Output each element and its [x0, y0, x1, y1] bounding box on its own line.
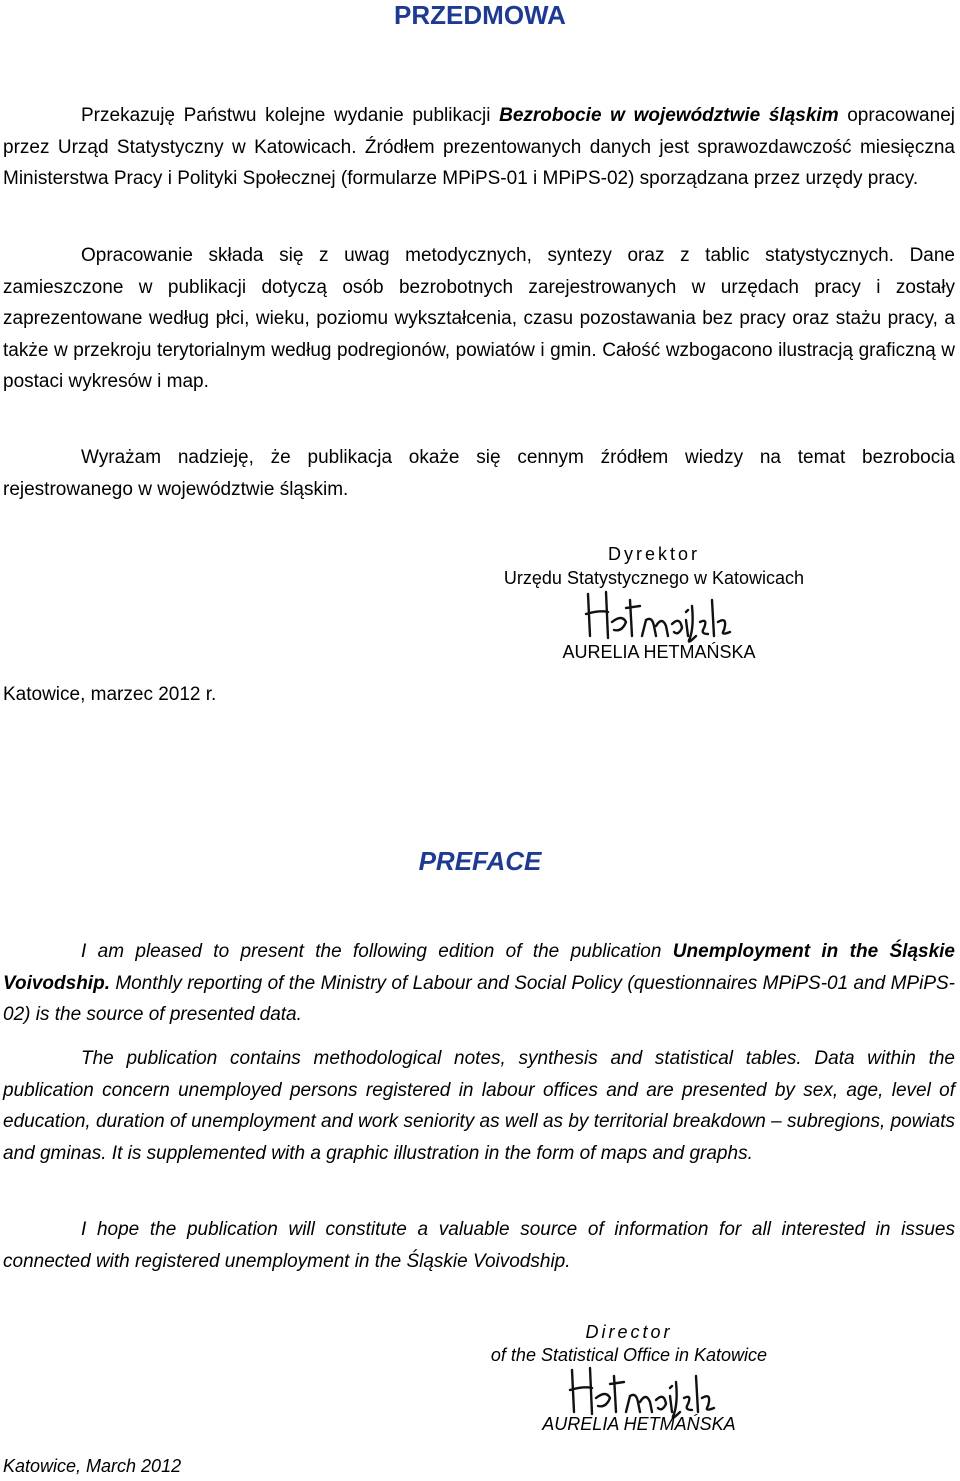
paragraph-pl-1-end: opracowanej przez Urząd Statystyczny w Katowicach. Źródłem prezentowanych danych jest sprawozdawczość miesięczna Ministerstwa Pracy i Polityki Społecznej (formularze MPiPS-01 i MPiPS-02) sporządzana przez urzędy pracy. [3, 105, 955, 189]
signature-title-pl: Dyrektor [607, 544, 700, 564]
page-title-polish: PRZEDMOWA [394, 0, 566, 30]
signature-name-en: AURELIA HETMAŃSKA [542, 1414, 736, 1434]
handwritten-signature-pl [582, 586, 732, 648]
paragraph-pl-3: Wyrażam nadzieję, że publikacja okaże się cennym źródłem wiedzy na temat bezrobocia rejestrowanego w województwie śląskim. [3, 447, 955, 500]
paragraph-en-3: I hope the publication will constitute a valuable source of information for all interested in issues connected with registered unemployment in the Śląskie Voivodship. [3, 1219, 955, 1272]
signature-name-pl: AURELIA HETMAŃSKA [562, 642, 756, 662]
paragraph-pl-1-start: Przekazuję Państwu kolejne wydanie publikacji [81, 105, 500, 126]
paragraph-pl-2: Opracowanie składa się z uwag metodycznych, syntezy oraz z tablic statystycznych. Dane zamieszczone w publikacji dotyczą osób bezrobotnych zarejestrowanych w urzędach pracy i zostały zaprezentowane według płci, wieku, poziomu wykształcenia, czasu pozostawania bez pracy oraz stażu pracy, a także w przekroju terytorialnym według podregionów, powiatów i gmin. Całość wzbogacono ilustracją graficzną w postaci wykresów i map. [3, 245, 955, 392]
paragraph-en-1-start: I am pleased to present the following edition of the publication [81, 941, 673, 962]
paragraph-pl-1 [3, 100, 955, 195]
publication-title-en: Unemployment in the Śląskie Voivodship. [3, 941, 955, 994]
place-date-pl: Katowice, marzec 2012 r. [3, 684, 217, 705]
signature-title-en: Director [585, 1322, 673, 1342]
signature-org-pl: Urzędu Statystycznego w Katowicach [503, 568, 805, 588]
publication-title-pl: Bezrobocie w województwie śląskim [499, 105, 839, 126]
paragraph-en-2: The publication contains methodological notes, synthesis and statistical tables. Data within the publication concern unemployed persons registered in labour offices and are presented by sex, age, level of education, duration of unemployment and work seniority as well as by territorial breakdown – subregions, powiats and gminas. It is supplemented with a graphic illustration in the form of maps and graphs. [3, 1048, 955, 1164]
signature-org-en: of the Statistical Office in Katowice [490, 1345, 768, 1365]
paragraph-en-1 [3, 936, 955, 1031]
place-date-en: Katowice, March 2012 [3, 1456, 182, 1476]
page-title-english: PREFACE [418, 846, 542, 876]
paragraph-en-1-end: Monthly reporting of the Ministry of Labour and Social Policy (questionnaires MPiPS-01 and MPiPS-02) is the source of presented data. [3, 972, 955, 1025]
